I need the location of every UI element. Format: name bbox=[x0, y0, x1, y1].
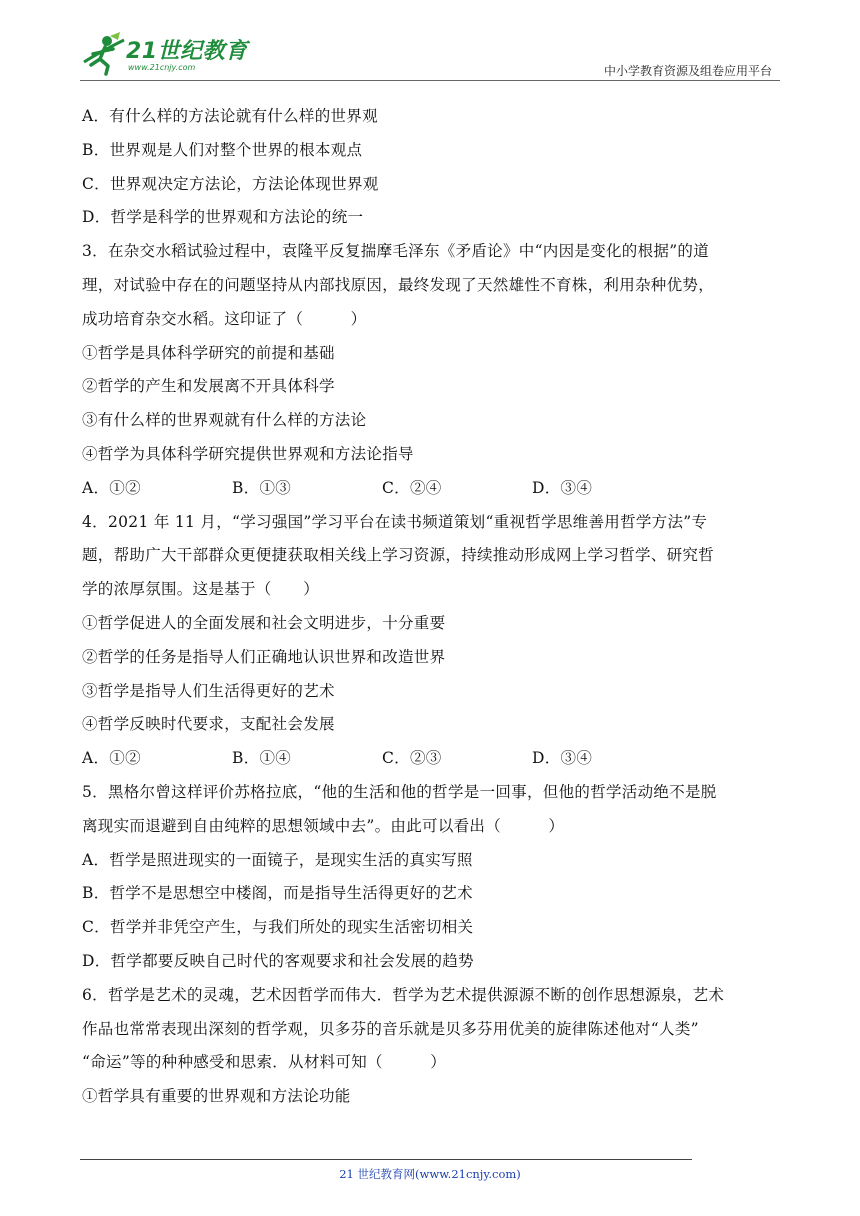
question-6-text: 作品也常常表现出深刻的哲学观，贝多芬的音乐就是贝多芬用优美的旋律陈述他对“人类” bbox=[82, 1019, 699, 1038]
option-b: B．哲学不是思想空中楼阁，而是指导生活得更好的艺术 bbox=[82, 884, 473, 903]
option-d: D．哲学都要反映自己时代的客观要求和社会发展的趋势 bbox=[82, 951, 474, 970]
question-5-text: 离现实而退避到自由纯粹的思想领域中去”。由此可以看出（ ） bbox=[82, 816, 565, 835]
answer-option-d: D．③④ bbox=[532, 749, 593, 768]
question-3-text: 成功培育杂交水稻。这印证了（ ） bbox=[82, 309, 367, 328]
statement-item: ②哲学的产生和发展离不开具体科学 bbox=[82, 377, 335, 396]
statement-item: ①哲学是具体科学研究的前提和基础 bbox=[82, 343, 335, 362]
statement-item: ①哲学促进人的全面发展和社会文明进步，十分重要 bbox=[82, 613, 446, 632]
option-a: A．有什么样的方法论就有什么样的世界观 bbox=[82, 107, 378, 125]
answer-option-a: A．①② bbox=[82, 478, 141, 497]
statement-item: ③哲学是指导人们生活得更好的艺术 bbox=[82, 681, 335, 700]
question-6-text: 6．哲学是艺术的灵魂，艺术因哲学而伟大．哲学为艺术提供源源不断的创作思想源泉，艺术 bbox=[82, 985, 725, 1004]
statement-item: ③有什么样的世界观就有什么样的方法论 bbox=[82, 411, 367, 430]
question-5-text: 5．黑格尔曾这样评价苏格拉底，“他的生活和他的哲学是一回事，但他的哲学活动绝不是脱 bbox=[82, 782, 717, 801]
question-4-text: 4．2021 年 11 月，“学习强国”学习平台在读书频道策划“重视哲学思维善用哲学方法”专 bbox=[82, 512, 708, 531]
footer-link[interactable]: 21 世纪教育网(www.21cnjy.com) bbox=[339, 1167, 521, 1181]
logo-text: 21世纪教育 bbox=[126, 39, 248, 64]
question-3-text: 3．在杂交水稻试验过程中，袁隆平反复揣摩毛泽东《矛盾论》中“内因是变化的根据”的道 bbox=[82, 242, 710, 261]
statement-item: ①哲学具有重要的世界观和方法论功能 bbox=[82, 1087, 351, 1106]
question-4-text: 题，帮助广大干部群众更便捷获取相关线上学习资源，持续推动形成网上学习哲学、研究哲 bbox=[82, 546, 715, 565]
option-c: C．哲学并非凭空产生，与我们所处的现实生活密切相关 bbox=[82, 918, 474, 937]
question-3-text: 理，对试验中存在的问题坚持从内部找原因，最终发现了天然雄性不育株，利用杂种优势， bbox=[82, 275, 715, 294]
answer-option-c: C．②④ bbox=[382, 478, 442, 497]
answer-option-d: D．③④ bbox=[532, 478, 593, 497]
option-a: A．哲学是照进现实的一面镜子，是现实生活的真实写照 bbox=[82, 850, 473, 869]
answer-option-b: B．①④ bbox=[232, 749, 292, 768]
header-divider bbox=[80, 80, 780, 81]
runner-logo-icon bbox=[80, 32, 128, 78]
answer-option-b: B．①③ bbox=[232, 478, 292, 497]
question-6-text: “命运”等的种种感受和思索．从材料可知（ ） bbox=[82, 1053, 447, 1072]
option-d: D．哲学是科学的世界观和方法论的统一 bbox=[82, 208, 364, 227]
statement-item: ④哲学为具体科学研究提供世界观和方法论指导 bbox=[82, 444, 414, 463]
question-4-options bbox=[82, 742, 782, 776]
page-header bbox=[0, 0, 860, 90]
site-logo[interactable] bbox=[80, 32, 250, 80]
option-c: C．世界观决定方法论，方法论体现世界观 bbox=[82, 174, 379, 193]
question-4-text: 学的浓厚氛围。这是基于（ ） bbox=[82, 580, 320, 599]
footer-divider bbox=[80, 1159, 692, 1160]
statement-item: ④哲学反映时代要求，支配社会发展 bbox=[82, 715, 335, 734]
logo-url: www.21cnjy.com bbox=[128, 63, 196, 72]
answer-option-a: A．①② bbox=[82, 749, 141, 768]
document-body bbox=[82, 100, 782, 1114]
option-b: B．世界观是人们对整个世界的根本观点 bbox=[82, 140, 363, 159]
answer-option-c: C．②③ bbox=[382, 749, 442, 768]
header-platform-text: 中小学教育资源及组卷应用平台 bbox=[603, 64, 772, 78]
statement-item: ②哲学的任务是指导人们正确地认识世界和改造世界 bbox=[82, 647, 446, 666]
question-3-options bbox=[82, 472, 782, 506]
